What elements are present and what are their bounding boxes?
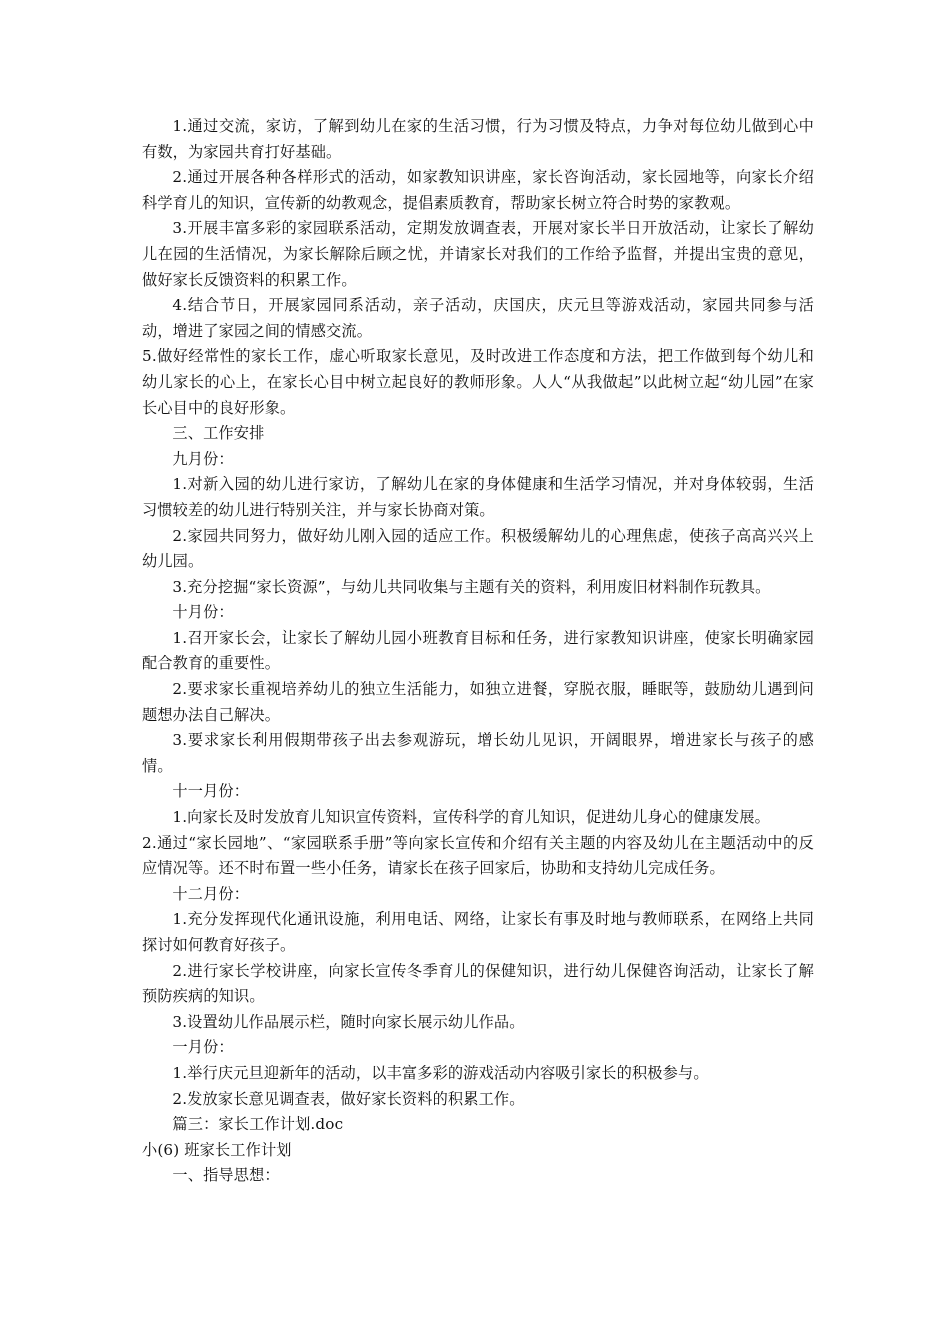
month-heading-december: 十二月份： bbox=[172, 884, 250, 903]
september-item-1: 1.对新入园的幼儿进行家访，了解幼儿在家的身体健康和生活学习情况，并对身体较弱，生活习惯较差的幼儿进行特别关注，并与家长协商对策。 bbox=[142, 475, 814, 519]
document-page bbox=[142, 114, 814, 1189]
section-heading-work-arrangement: 三、工作安排 bbox=[172, 424, 265, 443]
paragraph-3: 3.开展丰富多彩的家园联系活动，定期发放调查表，开展对家长半日开放活动，让家长了解幼儿在园的生活情况，为家长解除后顾之忧，并请家长对我们的工作给予监督，并提出宝贵的意见，做好家长反馈资料的积累工作。 bbox=[142, 219, 814, 289]
paragraph-1: 1.通过交流，家访，了解到幼儿在家的生活习惯，行为习惯及特点，力争对每位幼儿做到心中有数，为家园共育打好基础。 bbox=[142, 117, 814, 161]
october-item-1: 1.召开家长会，让家长了解幼儿园小班教育目标和任务，进行家教知识讲座，使家长明确家园配合教育的重要性。 bbox=[142, 628, 814, 673]
paragraph-4: 4.结合节日，开展家园同系活动，亲子活动，庆国庆，庆元旦等游戏活动，家园共同参与活动，增进了家园之间的情感交流。 bbox=[142, 296, 814, 340]
plan-title: 小(6) 班家长工作计划 bbox=[142, 1140, 292, 1159]
october-item-2: 2.要求家长重视培养幼儿的独立生活能力，如独立进餐，穿脱衣服，睡眠等，鼓励幼儿遇到问题想办法自己解决。 bbox=[142, 680, 814, 724]
september-item-2: 2.家园共同努力，做好幼儿刚入园的适应工作。积极缓解幼儿的心理焦虑，使孩子高高兴兴上幼儿园。 bbox=[142, 526, 814, 571]
paragraph-2: 2.通过开展各种各样形式的活动，如家教知识讲座，家长咨询活动，家长园地等，向家长介绍科学育儿的知识，宣传新的幼教观念，提倡素质教育，帮助家长树立符合时势的家教观。 bbox=[142, 168, 814, 212]
november-item-2: 2.通过“家长园地”、“家园联系手册”等向家长宣传和介绍有关主题的内容及幼儿在主题活动中的反应情况等。还不时布置一些小任务，请家长在孩子回家后，协助和支持幼儿完成任务。 bbox=[142, 833, 814, 878]
november-item-1: 1.向家长及时发放育儿知识宣传资料，宣传科学的育儿知识，促进幼儿身心的健康发展。 bbox=[172, 808, 771, 827]
december-item-3: 3.设置幼儿作品展示栏，随时向家长展示幼儿作品。 bbox=[172, 1012, 525, 1031]
september-item-3: 3.充分挖掘“家长资源”，与幼儿共同收集与主题有关的资料，利用废旧材料制作玩教具。 bbox=[172, 577, 771, 596]
january-item-2: 2.发放家长意见调查表，做好家长资料的积累工作。 bbox=[172, 1089, 525, 1108]
month-heading-october: 十月份： bbox=[172, 603, 234, 622]
month-heading-november: 十一月份： bbox=[172, 782, 250, 801]
october-item-3: 3.要求家长利用假期带孩子出去参观游玩，增长幼儿见识，开阔眼界，增进家长与孩子的感情。 bbox=[142, 731, 814, 775]
january-item-1: 1.举行庆元旦迎新年的活动，以丰富多彩的游戏活动内容吸引家长的积极参与。 bbox=[172, 1063, 709, 1082]
month-heading-september: 九月份： bbox=[172, 449, 234, 468]
december-item-1: 1.充分发挥现代化通讯设施，利用电话、网络，让家长有事及时地与教师联系，在网络上共同探讨如何教育好孩子。 bbox=[142, 910, 814, 954]
month-heading-january: 一月份： bbox=[172, 1038, 234, 1057]
section-heading-guiding-thought: 一、指导思想： bbox=[172, 1166, 280, 1185]
chapter-heading: 篇三：家长工作计划.doc bbox=[172, 1115, 344, 1134]
paragraph-5: 5.做好经常性的家长工作，虚心听取家长意见，及时改进工作态度和方法，把工作做到每个幼儿和幼儿家长的心上，在家长心目中树立起良好的教师形象。人人“从我做起”以此树立起“幼儿园”在家长心目中的良好形象。 bbox=[142, 347, 814, 417]
december-item-2: 2.进行家长学校讲座，向家长宣传冬季育儿的保健知识，进行幼儿保健咨询活动，让家长了解预防疾病的知识。 bbox=[142, 961, 814, 1006]
